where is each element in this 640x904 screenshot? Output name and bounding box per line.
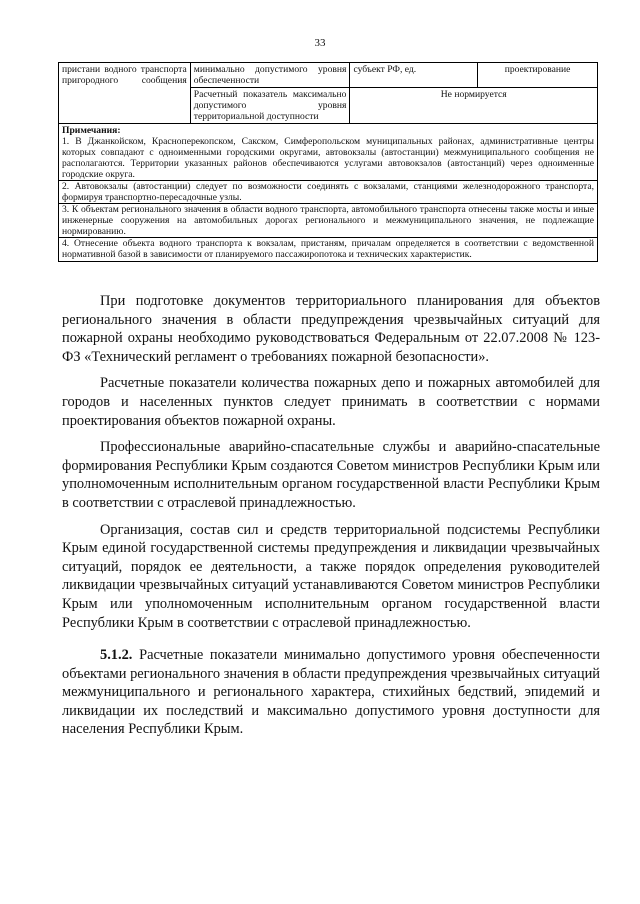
page-number: 33 xyxy=(314,37,326,49)
note-item: 2. Автовокзалы (автостанции) следует по возможности соединять с вокзалами, станциями железнодорожного транспорта, формируя транспортно-пересадочные узлы. xyxy=(59,180,597,203)
paragraph: При подготовке документов территориального планирования для объектов регионального значения в области предупреждения чрезвычайных ситуаций для пожарной охраны необходимо руководствоваться Федеральным от 22.07.2008 № 123-ФЗ «Технический регламент о требованиях пожарной безопасности». xyxy=(62,293,600,365)
value-cell: Не нормируется xyxy=(350,88,598,124)
table-row xyxy=(59,63,598,88)
section-text: Расчетные показатели минимально допустимого уровня обеспеченности объектами регионального значения в области предупреждения чрезвычайных ситуаций межмуниципального и регионального характера, стихийных бедствий, эпидемий и ликвидации их последствий и максимально допустимого уровня доступности для населения Республики Крым. xyxy=(62,647,600,738)
note-item: 3. К объектам регионального значения в области водного транспорта, автомобильного транспорта отнесены также мосты и иные инженерные сооружения на автомобильных дорогах регионального и межмуниципального значения, не подлежащие нормированию. xyxy=(59,203,597,237)
paragraph: Профессиональные аварийно-спасательные службы и аварийно-спасательные формирования Республики Крым создаются Советом министров Республики Крым или уполномоченным исполнительным органом государственной власти Республики Крым в соответствии с отраслевой принадлежностью. xyxy=(62,439,600,511)
object-name-cell: пристани водного транспорта пригородного сообщения xyxy=(59,63,191,124)
notes-row xyxy=(59,124,598,262)
notes-title: Примечания: xyxy=(62,125,121,136)
norms-table xyxy=(58,62,598,262)
notes-cell xyxy=(59,124,598,262)
note-item: 4. Отнесение объекта водного транспорта к вокзалам, пристаням, причалам определяется в соответствии с ведомственной нормативной базой в зависимости от планируемого пассажиропотока и технических характеристик. xyxy=(59,237,597,260)
indicator-cell: минимально допустимого уровня обеспеченности xyxy=(190,63,350,88)
body-text xyxy=(62,292,600,747)
paragraph: Организация, состав сил и средств территориальной подсистемы Республики Крым единой государственной системы предупреждения и ликвидации чрезвычайных ситуаций, порядок ее деятельности, а также порядок определения руководителей ликвидации чрезвычайных ситуаций устанавливаются Советом министров Республики Крым или уполномоченным исполнительным органом государственной власти Республики Крым в соответствии с отраслевой принадлежностью. xyxy=(62,521,600,631)
unit-cell: субъект РФ, ед. xyxy=(350,63,478,88)
paragraph: Расчетные показатели количества пожарных депо и пожарных автомобилей для городов и населенных пунктов следует принимать в соответствии с нормами проектирования объектов пожарной охраны. xyxy=(62,375,600,429)
section-heading xyxy=(62,646,600,739)
indicator-cell: Расчетный показатель максимально допустимого уровня территориальной доступности xyxy=(190,88,350,124)
section-number: 5.1.2. xyxy=(100,647,133,664)
note-item: 1. В Джанкойском, Красноперекопском, Сакском, Симферопольском муниципальных районах, административные центры которых совпадают с одноименными городскими округами, автовокзалы (автостанции) межмуниципального сообщения не располагаются. Территории указанных районов обеспечиваются услугами автовокзалов (автостанций) через одноименные городские округа. xyxy=(62,136,594,180)
value-cell: проектирование xyxy=(478,63,598,88)
